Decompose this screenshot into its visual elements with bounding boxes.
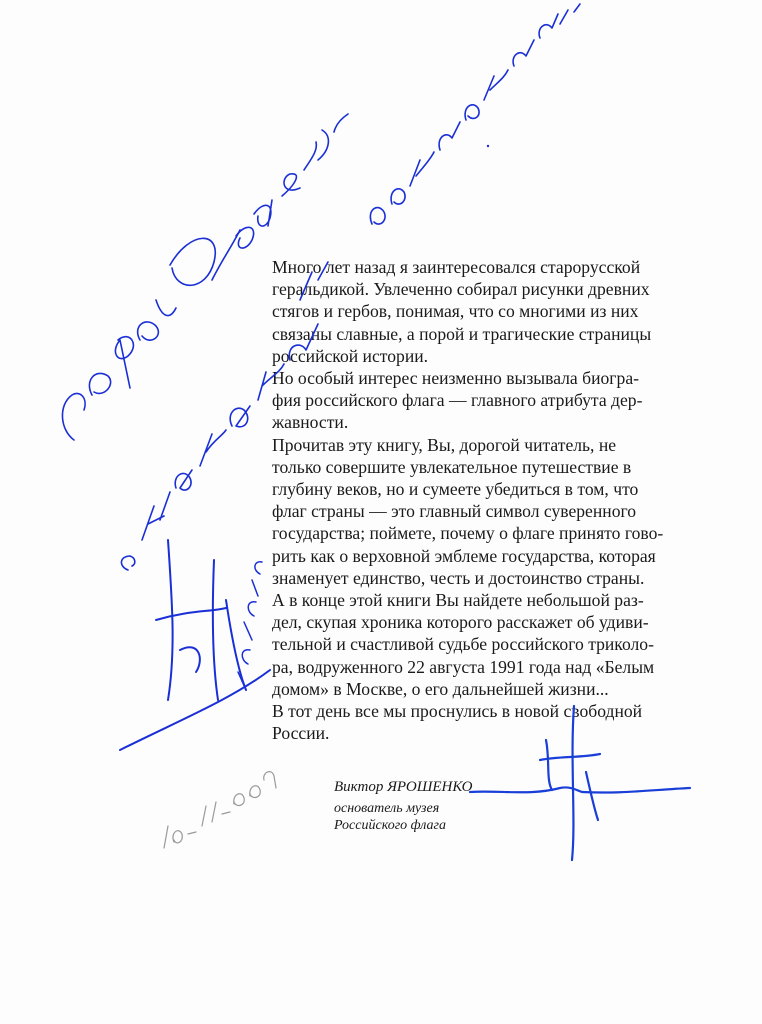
text-line: Но особый интерес неизменно вызывала биогра- (272, 368, 639, 389)
author-role-line: Российского флага (334, 818, 446, 833)
text-line: связаны славные, а порой и трагические страницы (272, 323, 652, 344)
foreword-text (272, 256, 712, 744)
handwritten-date (238, 562, 262, 690)
text-line: стягов и гербов, понимая, что со многими из них (272, 301, 639, 322)
text-line: знаменует единство, честь и достоинство страны. (272, 567, 645, 588)
text-line: рить как о верховной эмблеме государства, которая (272, 545, 656, 566)
author-role (334, 800, 446, 834)
author-role-line: основатель музея (334, 801, 440, 816)
paragraph-3 (272, 434, 712, 589)
paragraph-5 (272, 700, 712, 744)
paragraph-4 (272, 589, 712, 700)
text-line: глубину веков, но и сумеете убедиться в том, что (272, 479, 639, 500)
text-line: геральдикой. Увлеченно собирал рисунки древних (272, 279, 650, 300)
text-line: жавности. (272, 412, 349, 433)
text-line: фия российского флага — главного атрибута дер- (272, 390, 643, 411)
text-line: дел, скупая хроника которого расскажет об удиви- (272, 612, 649, 633)
text-line: В тот день все мы проснулись в новой свободной (272, 701, 643, 722)
author-name: Виктор ЯРОШЕНКО (334, 779, 473, 795)
pencil-date (164, 772, 276, 848)
text-line: флаг страны — это главный символ суверенного (272, 501, 637, 522)
text-line: российской истории. (272, 345, 429, 366)
text-line: домом» в Москве, о его дальнейшей жизни... (272, 678, 609, 699)
paragraph-2 (272, 367, 712, 434)
text-line: тельной и счастливой судьбе российского триколо- (272, 634, 654, 655)
text-line: А в конце этой книги Вы найдете небольшой раз- (272, 590, 644, 611)
handwritten-signature (120, 540, 270, 750)
text-line: России. (272, 723, 330, 744)
paragraph-1 (272, 256, 712, 367)
text-line: Прочитав эту книгу, Вы, дорогой читатель, не (272, 434, 617, 455)
text-line: только совершите увлекательное путешествие в (272, 456, 632, 477)
text-line: ра, водруженного 22 августа 1991 года над «Белым (272, 656, 655, 677)
text-line: государства; поймете, почему о флаге принято гово- (272, 523, 664, 544)
text-line: Много лет назад я заинтересовался старорусской (272, 257, 641, 277)
